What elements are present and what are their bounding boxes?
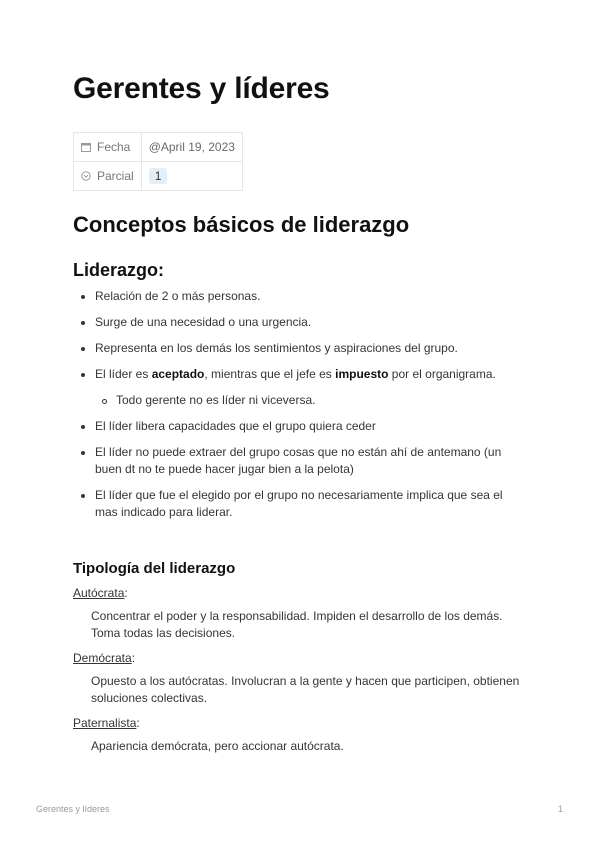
- property-key-parcial: Parcial: [74, 162, 142, 191]
- tipologia-list: [73, 585, 533, 763]
- property-row-parcial: [74, 162, 243, 191]
- parcial-chip: 1: [149, 168, 168, 184]
- property-key-fecha: Fecha: [74, 133, 142, 162]
- property-value-parcial[interactable]: [141, 162, 242, 191]
- term-autocrata: Autócrata:: [73, 586, 128, 600]
- property-value-fecha[interactable]: @April 19, 2023: [141, 133, 242, 162]
- heading-liderazgo: Liderazgo:: [73, 260, 165, 280]
- list-item: Surge de una necesidad o una urgencia.: [73, 314, 523, 331]
- properties-table: [73, 132, 243, 191]
- footer-title: Gerentes y líderes: [36, 804, 110, 814]
- calendar-icon: [81, 142, 91, 152]
- term-paternalista: Paternalista:: [73, 716, 140, 730]
- footer-page-number: 1: [558, 804, 564, 814]
- page-title: Gerentes y líderes: [73, 72, 330, 105]
- term-democrata: Demócrata:: [73, 651, 136, 665]
- list-item: Representa en los demás los sentimientos y aspiraciones del grupo.: [73, 340, 523, 357]
- select-icon: [81, 171, 91, 181]
- heading-tipologia: Tipología del liderazgo: [73, 560, 236, 577]
- liderazgo-list: [73, 288, 523, 530]
- list-item: El líder libera capacidades que el grupo quiera ceder: [73, 418, 523, 435]
- sub-list-item: Todo gerente no es líder ni viceversa.: [73, 392, 523, 409]
- list-item: El líder no puede extraer del grupo cosas que no están ahí de antemano (un buen dt no te puede hacer jugar bien a la pelota): [73, 444, 523, 478]
- definition-democrata: Opuesto a los autócratas. Involucran a la gente y hacen que participen, obtienen soluciones colectivas.: [91, 674, 520, 705]
- list-item: El líder es aceptado, mientras que el jefe es impuesto por el organigrama.: [73, 366, 523, 383]
- property-row-fecha: [74, 133, 243, 162]
- list-item: Relación de 2 o más personas.: [73, 288, 523, 305]
- definition-paternalista: Apariencia demócrata, pero accionar autócrata.: [91, 739, 344, 753]
- heading-conceptos: Conceptos básicos de liderazgo: [73, 212, 410, 237]
- definition-autocrata: Concentrar el poder y la responsabilidad. Impiden el desarrollo de los demás. Toma todas las decisiones.: [91, 609, 503, 640]
- list-item: El líder que fue el elegido por el grupo no necesariamente implica que sea el mas indicado para liderar.: [73, 487, 523, 521]
